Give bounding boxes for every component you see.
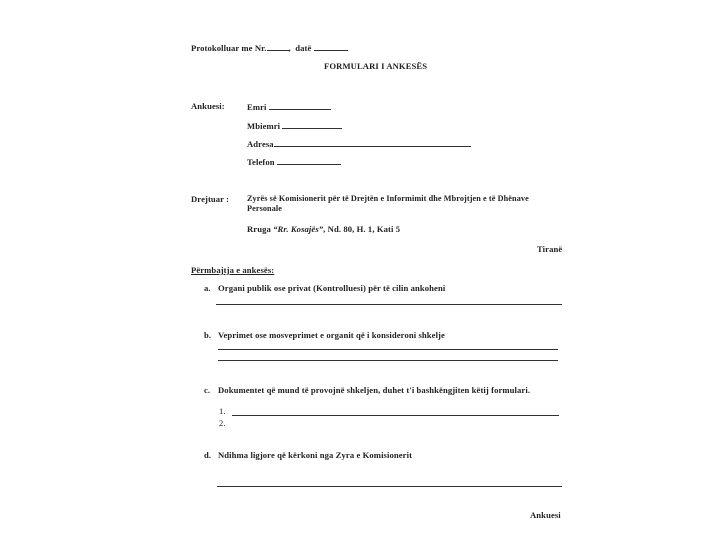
address-field [247,138,471,149]
surname-field [247,120,342,131]
protocol-number-blank[interactable] [267,42,289,51]
address-input[interactable] [274,138,471,147]
item-c-text: Dokumentet që mund të provojnë shkeljen, duhet t'i bashkëngjiten këtij formulari. [218,385,531,395]
complainant-label: Ankuesi: [191,101,225,111]
content-heading: Përmbajtja e ankesës: [191,265,275,275]
item-b-answer-line-1[interactable] [218,349,558,350]
phone-label: Telefon [247,157,275,167]
form-title: FORMULARI I ANKESËS [324,61,428,71]
item-b-answer-line-2[interactable] [218,360,558,361]
phone-input[interactable] [277,156,341,165]
protocol-line [191,42,348,53]
item-b-text: Veprimet ose mosveprimet e organit që i konsideroni shkelje [218,330,445,340]
item-a-text: Organi publik ose privat (Kontrolluesi) për të cilin ankoheni [218,283,446,293]
phone-field [247,156,341,167]
item-a-answer-line[interactable] [216,304,562,305]
protocol-label: Protokolluar me Nr. [191,43,267,53]
street-prefix: Rruga [247,224,271,234]
name-field [247,101,331,112]
address-label: Adresa [247,139,274,149]
name-input[interactable] [269,101,331,110]
item-d-answer-line[interactable] [217,486,562,487]
date-blank[interactable] [314,42,348,51]
addressee-label: Drejtuar : [191,194,230,204]
street-suffix: , Nd. 80, H. 1, Kati 5 [323,224,401,234]
item-b-letter: b. [204,330,212,340]
office-line-2: Personale [247,204,283,213]
signature-label: Ankuesi [530,510,561,520]
date-label: datë [295,43,312,53]
item-d-text: Ndihma ligjore që kërkoni nga Zyra e Komisionerit [218,450,413,460]
doc-number-2: 2. [219,418,226,428]
protocol-separator: , [288,43,291,53]
street-address [247,224,400,234]
name-label: Emri [247,102,267,112]
doc-1-answer-line[interactable] [232,415,559,416]
doc-number-1: 1. [219,406,226,416]
item-d-letter: d. [204,450,212,460]
surname-label: Mbiemri [247,121,281,131]
city: Tiranë [537,244,563,254]
item-a-letter: a. [204,283,211,293]
surname-input[interactable] [282,120,342,129]
office-line-1: Zyrës së Komisionerit për të Drejtën e Informimit dhe Mbrojtjen e të Dhënave [247,194,529,203]
item-c-letter: c. [204,385,211,395]
street-name: “Rr. Kosajës” [273,224,324,234]
